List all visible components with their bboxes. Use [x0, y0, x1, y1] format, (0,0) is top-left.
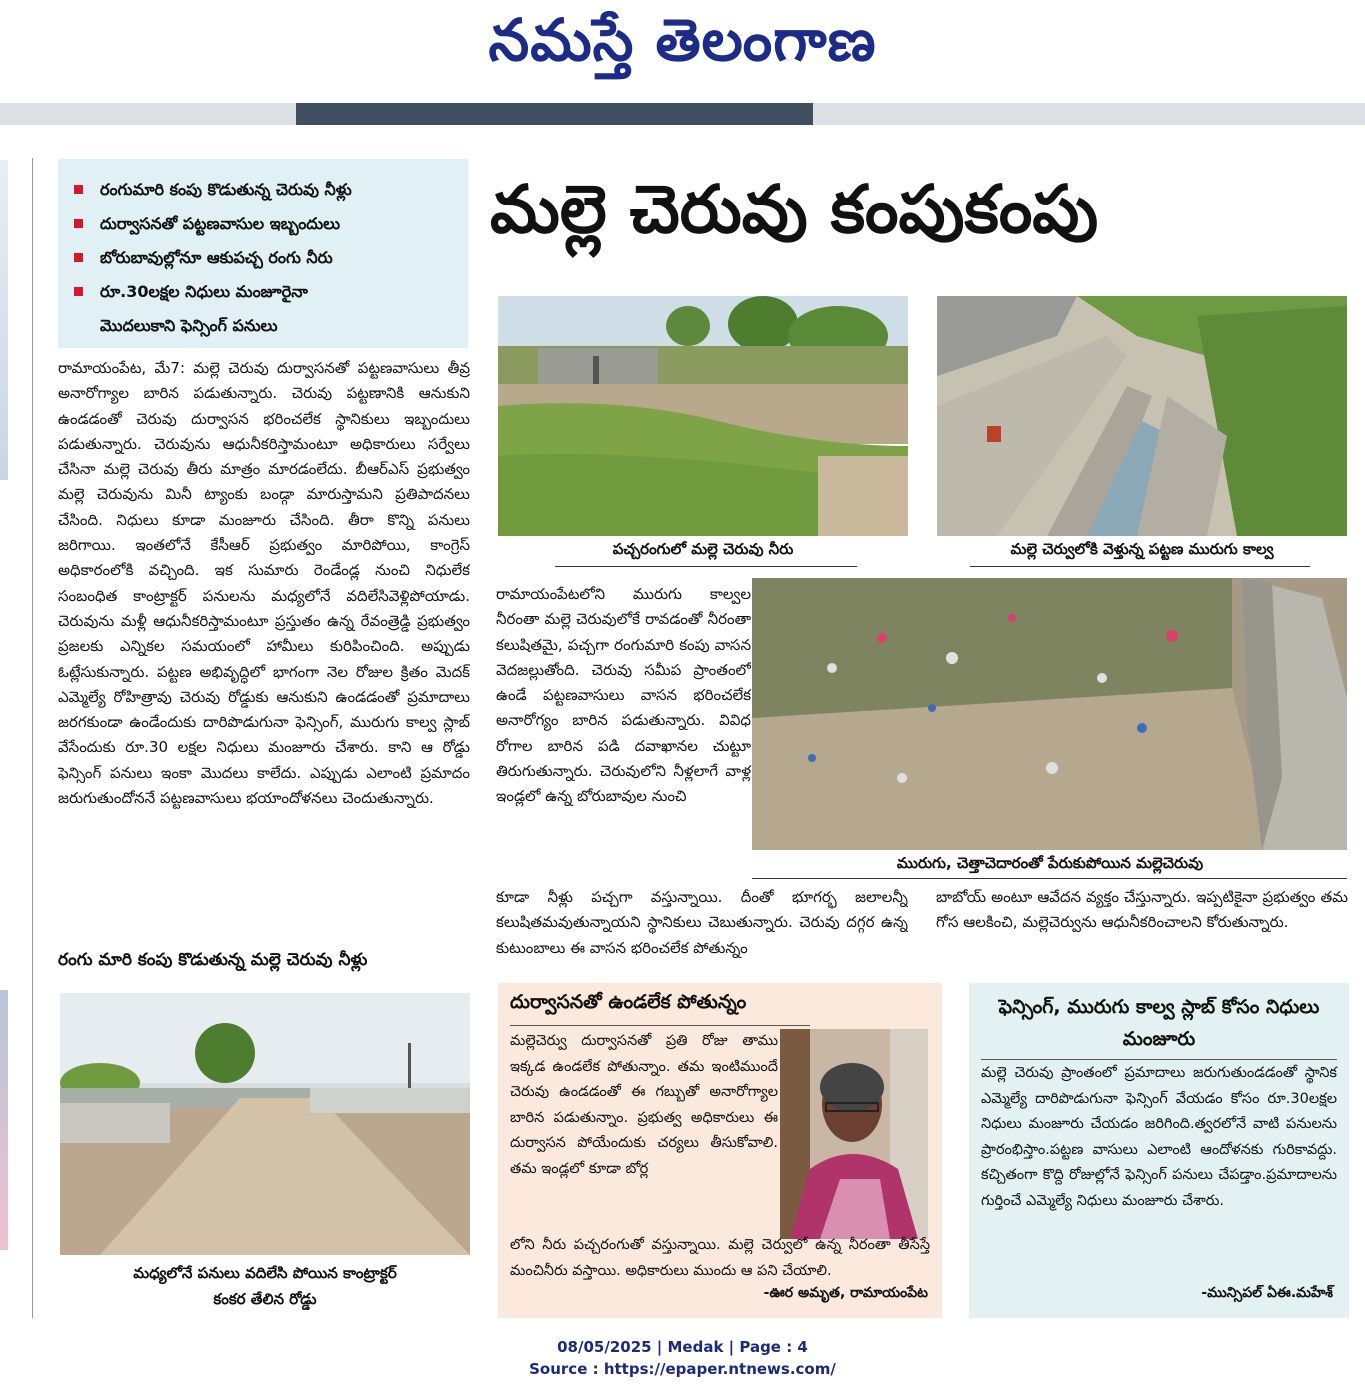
quote-box-text-2: లోని నీరు పచ్చరంగుతో వస్తున్నాయి. మల్లె చెర్వులో ఉన్న నీరంతా తీసేస్తే మంచినీరు వస్తాయి. అధికారులు ముందు ఆ పని చేయాలి. [510, 1237, 930, 1279]
title-underline [510, 1025, 810, 1026]
photo-subhead: రంగు మారి కంపు కొడుతున్న మల్లె చెరువు నీళ్లు [58, 950, 368, 970]
bullet-square-icon [74, 287, 83, 296]
caption-photo4-line2: కంకర తేలిన రోడ్డు [213, 1290, 317, 1308]
resident-portrait [780, 1029, 928, 1239]
quote-box-signature: -మున్సిపల్ ఏఈ.మహేశ్ [1201, 1285, 1333, 1301]
article-column-2: రామాయంపేటలోని మురుగు కాల్వల నీరంతా మల్లె చెరువులోకే రావడంతో నీరంతా కలుషితమై, పచ్చగా రంగుమారి కంపు వాసన వెదజల్లుతోంది. చెరువు సమీప ప్రాంతంలో ఉండే పట్టణవాసులు వాసన భరించలేక అనారోగ్యం బారిన పడుతున్నారు. వివిధ రోగాల బారిన పడి దవాఖానల చుట్టూ తిరుగుతున్నారు. చెరువులోని నీళ్లలాగే వాళ్ల ఇండ్లలో ఉన్న బోరుబావుల నుంచి [496, 585, 751, 806]
photo-green-pond [498, 296, 908, 536]
masthead [0, 0, 1365, 100]
photo-road [60, 993, 470, 1255]
quote-box-text-1: మల్లెచెర్వు దుర్వాసనతో ప్రతి రోజు తాము ఇక్కడ ఉండలేక పోతున్నాం. తమ ఇంటిముందే చెరువు ఉండడంతో ఈ గబ్బుతో అనారోగ్యాల బారిన పడుతున్నాం. ప్రభుత్వ అధికారులు ఈ దుర్వాసన పోయేందుకు చర్యలు తీసుకోవాలి. తమ ఇండ్లలో కూడా బోర్ల [510, 1033, 778, 1177]
quote-box-title: ఫెన్సింగ్, మురుగు కాల్వ స్లాబ్ కోసం నిధులు మంజూరు [998, 996, 1320, 1050]
article-continuation-1: కూడా నీళ్లు పచ్చగా వస్తున్నాయి. దీంతో భూగర్భ జలాలన్నీ కలుషితమవుతున్నాయని స్థానికులు చెబుతున్నారు. చెరువు దగ్గర ఉన్న కుటుంబాలు ఈ వాసన భరించలేక పోతున్నం [496, 888, 908, 957]
highlight-item: దుర్వాసనతో పట్టణవాసుల ఇబ్బందులు [72, 207, 454, 241]
footer-date-page: 08/05/2025 | Medak | Page : 4 [557, 1338, 808, 1356]
footer-source: Source : https://epaper.ntnews.com/ [529, 1360, 836, 1378]
highlight-item: బోరుబావుల్లోనూ ఆకుపచ్చ రంగు నీరు [72, 241, 454, 275]
caption-rule [555, 566, 857, 567]
quote-box-resident [498, 983, 942, 1318]
newspaper-logo: నమస్తే తెలంగాణ [488, 6, 877, 74]
caption-rule [970, 566, 1310, 567]
column-divider [32, 158, 33, 1318]
page-footer [0, 1336, 1365, 1380]
article-column-1: రామాయంపేట, మే7: మల్లె చెరువు దుర్వాసనతో పట్టణవాసులు తీవ్ర అనారోగ్యాల బారిన పడుతున్నారు. చెరువు పట్టణానికి ఆనుకుని ఉండడంతో చెరువు దుర్వాసన భరించలేక స్థానికులు ఇబ్బందులు పడుతున్నారు. చెరువును ఆధునీకరిస్తామంటూ అధికారులు సర్వేలు చేసినా మల్లె చెరువు తీరు మాత్రం మారడంలేదు. బీఆర్ఎస్ ప్రభుత్వం మల్లె చెరువును మినీ ట్యాంకు బండ్గా మారుస్తామని ప్రతిపాదనలు చేసింది. నిధులు కూడా మంజూరు చేసింది. తీరా కొన్ని పనులు జరిగాయి. ఇంతలోనే కేసీఆర్ ప్రభుత్వం మారిపోయి, కాంగ్రెస్ అధికారంలోకి వచ్చింది. ఇక సుమారు రెండేండ్ల నుంచి నిధులేక సంబంధిత కాంట్రాక్టర్ పనులను మధ్యలోనే వదిలేసివెళ్లిపోయాడు. చెరువును మళ్లీ ఆధునీకరిస్తామంటూ ప్రస్తుతం ఉన్న రేవంత్రెడ్డి ప్రభుత్వం ప్రజలకు ఎన్నికల సమయంలో హామీలు కురిపించింది. అప్పుడు ఓట్లేసుకున్నారు. పట్టణ అభివృద్ధిలో భాగంగా నెల రోజుల క్రితం మెదక్ ఎమ్మెల్యే రోహిత్రావు చెరువు రోడ్డుకు ఆనుకుని ఉండడంతో ప్రమాదాలు జరగకుండా ఉండేందుకు దారిపొడుగునా ఫెన్సింగ్, మురుగు కాల్వ స్లాబ్ వేసేందుకు రూ.30 లక్షల నిధులు మంజూరు చేశారు. కాని ఆ రోడ్డు ఫెన్సింగ్ పనులు ఇంకా మొదలు కాలేదు. ఎప్పుడు ఎలాంటి ప్రమాదం జరుగుతుందోననే పట్టణవాసులు భయాందోళనలు చెందుతున్నారు. [58, 359, 470, 808]
quote-box-text: మల్లె చెరువు ప్రాంతంలో ప్రమాదాలు జరుగుతుండడంతో స్థానిక ఎమ్మెల్యే దారిపొడుగునా ఫెన్సింగ్ వేయడం కోసం రూ.30లక్షల నిధులు మంజూరు చేయడం జరిగింది.త్వరలోనే వాటి పనులను ప్రారంభిస్తాం.పట్టణ వాసులు ఎలాంటి ఆందోళనకు గురికావద్దు. కచ్చితంగా కొద్ది రోజుల్లోనే ఫెన్సింగ్ పనులు చేపడ్తాం.ప్రమాదాలను గుర్తించే ఎమ్మెల్యే నిధులు మంజూరు చేశారు. [981, 1065, 1337, 1209]
caption-photo3: మురుగు, చెత్తాచెదారంతో పేరుకుపోయిన మల్లెచెరువు [896, 854, 1204, 872]
adjacent-page-edge [0, 160, 8, 1290]
photo-garbage [752, 578, 1347, 850]
quote-box-official [969, 983, 1349, 1318]
headline: మల్లె చెరువు కంపుకంపు [490, 171, 1099, 248]
header-band-dark [296, 103, 813, 125]
quote-box-signature: -ఊర అమృత, రామాయంపేట [763, 1285, 928, 1301]
highlights-box [58, 159, 468, 348]
bullet-square-icon [74, 253, 83, 262]
caption-photo1: పచ్చరంగులో మల్లె చెరువు నీరు [612, 540, 794, 558]
caption-photo4-line1: మధ్యలోనే పనులు వదిలేసి పోయిన కాంట్రాక్టర్ [133, 1264, 397, 1282]
bullet-square-icon [74, 185, 83, 194]
caption-photo4 [60, 1260, 470, 1312]
highlight-continuation: మొదలుకాని ఫెన్సింగ్ పనులు [100, 316, 278, 335]
bullet-square-icon [74, 219, 83, 228]
caption-photo2: మల్లె చెర్వులోకి వెళ్తున్న పట్టణ మురుగు కాల్వ [1010, 540, 1274, 558]
photo-drain [937, 296, 1347, 536]
title-underline [981, 1059, 1337, 1060]
highlight-item: రంగుమారి కంపు కొడుతున్న చెరువు నీళ్లు [72, 173, 454, 207]
article-continuation-2: బాబోయ్ అంటూ ఆవేదన వ్యక్తం చేస్తున్నారు. ఇప్పటికైనా ప్రభుత్వం తమ గోస ఆలకించి, మల్లెచెర్వును ఆధునీకరించాలని కోరుతున్నారు. [936, 888, 1348, 932]
caption-rule [752, 878, 1347, 879]
highlight-item: రూ.30లక్షల నిధులు మంజూరైనా [72, 275, 454, 309]
quote-box-title: దుర్వాసనతో ఉండలేక పోతున్నం [510, 991, 747, 1013]
